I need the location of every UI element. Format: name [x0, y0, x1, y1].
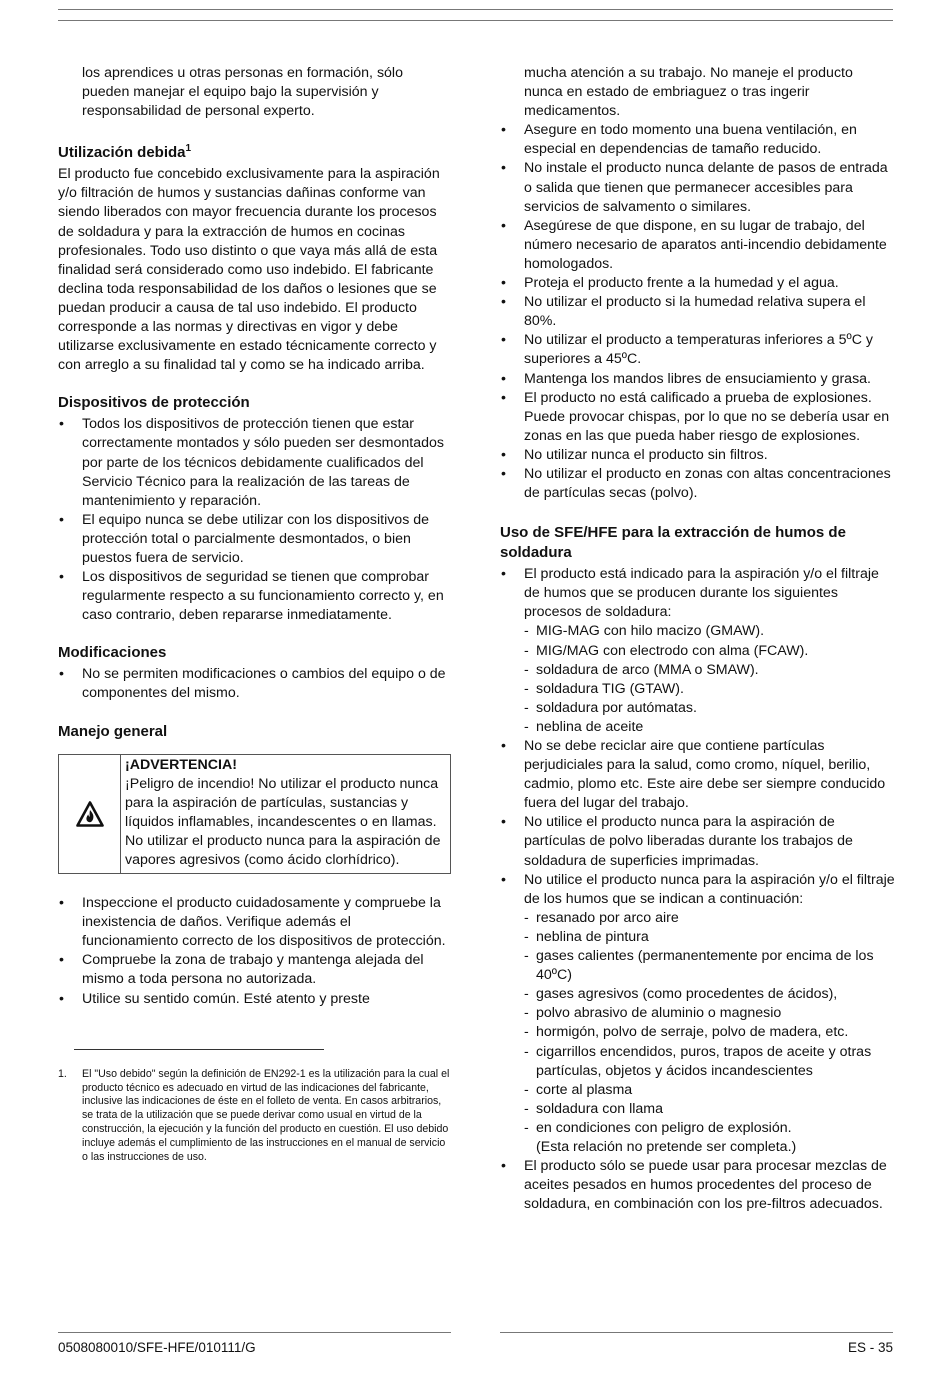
sub-list-item: - MIG/MAG con electrodo con alma (FCAW). — [524, 642, 895, 661]
warning-text — [121, 755, 450, 874]
page-number: ES - 35 — [847, 1340, 893, 1355]
document-code: 0508080010/SFE-HFE/010111/G — [58, 1340, 256, 1355]
list-item: • El producto sólo se puede usar para procesar mezclas de aceites pesados en humos procedentes del proceso de soldadura, en combinación con los pre-filtros adecuados. — [500, 1157, 895, 1214]
intro-paragraph: los aprendices u otras personas en formación, sólo pueden manejar el equipo bajo la supervisión y responsabilidad de personal experto. — [82, 65, 403, 120]
sfe-item-text: El producto está indicado para la aspiración y/o el filtraje de humos que se producen durante los siguientes procesos de soldadura: — [524, 566, 879, 621]
list-item: • No utilice el producto nunca para la aspiración de partículas de polvo liberadas durante los trabajos de soldadura de superficies imprimadas. — [500, 813, 895, 870]
safety-list — [500, 121, 895, 503]
right-column — [500, 64, 895, 1214]
list-item: • Utilice su sentido común. Esté atento y preste — [58, 990, 451, 1009]
list-item — [500, 565, 895, 737]
list-item: • Mantenga los mandos libres de ensuciamiento y grasa. — [500, 370, 895, 389]
sub-list-item: - soldadura TIG (GTAW). — [524, 680, 895, 699]
manejo-list — [58, 894, 451, 1009]
sub-list-item: - polvo abrasivo de aluminio o magnesio — [524, 1004, 895, 1023]
list-item: • No instale el producto nunca delante de pasos de entrada o salida que tienen que permanecer accesibles para servicios de salvamento o similares. — [500, 159, 895, 216]
warning-title: ¡ADVERTENCIA! — [125, 756, 237, 773]
footnote-number: 1. — [58, 1067, 67, 1080]
header-rule-bottom — [58, 20, 893, 21]
list-item: • El producto no está calificado a prueba de explosiones. Puede provocar chispas, por lo que no se debería usar en zonas en las que pueda haber riesgo de explosiones. — [500, 389, 895, 446]
sub-list-item: - en condiciones con peligro de explosión. — [524, 1119, 895, 1138]
list-item: • No utilizar el producto si la humedad relativa supera el 80%. — [500, 293, 895, 331]
excluded-list — [524, 909, 895, 1138]
warning-body: ¡Peligro de incendio! No utilizar el producto nunca para la aspiración de partículas, sustancias y líquidos inflamables, incandescentes o en llamas. No utilizar el producto nunca para la aspiración de vapores agresivos (como ácido clorhídrico). — [125, 775, 441, 868]
list-item: • Inspeccione el producto cuidadosamente y compruebe la inexistencia de daños. Verifique además el funcionamiento correcto de los dispositivos de protección. — [58, 894, 451, 951]
process-list — [524, 622, 895, 737]
footer-rule-left — [58, 1332, 451, 1333]
list-item: • No se permiten modificaciones o cambios del equipo o de componentes del mismo. — [58, 665, 451, 703]
sub-list-item: - soldadura con llama — [524, 1100, 895, 1119]
sub-list-item: - soldadura por autómatas. — [524, 699, 895, 718]
sub-list-item: - soldadura de arco (MMA o SMAW). — [524, 661, 895, 680]
sub-list-item: - gases calientes (permanentemente por encima de los 40ºC) — [524, 947, 895, 985]
header-rule-top — [58, 9, 893, 10]
warning-box — [58, 754, 451, 875]
continued-paragraph: mucha atención a su trabajo. No maneje el producto nunca en estado de embriaguez o tras ingerir medicamentos. — [524, 65, 853, 120]
section-title-manejo: Manejo general — [58, 722, 168, 740]
list-item: • No utilizar nunca el producto sin filtros. — [500, 446, 895, 465]
list-item: • Los dispositivos de seguridad se tienen que comprobar regularmente respecto a su funcionamiento correcto y, en caso contrario, deben repararse inmediatamente. — [58, 568, 451, 625]
list-item: • No utilizar el producto en zonas con altas concentraciones de partículas secas (polvo). — [500, 465, 895, 503]
list-note: (Esta relación no pretende ser completa.) — [536, 1138, 797, 1155]
footnote-rule — [74, 1049, 324, 1050]
modificaciones-list — [58, 665, 451, 703]
section-title-sfe: Uso de SFE/HFE para la extracción de humos de soldadura — [500, 524, 846, 562]
dispositivos-list — [58, 415, 451, 625]
list-item: • Todos los dispositivos de protección tienen que estar correctamente montados y sólo pueden ser desmontados por parte de los técnicos debidamente cualificados del Servicio Técnico para la realización de las tareas de mantenimiento y reparación. — [58, 415, 451, 510]
sfe-item-text: No utilice el producto nunca para la aspiración y/o el filtraje de los humos que se indican a continuación: — [524, 871, 895, 907]
footnote-ref: 1 — [185, 143, 192, 155]
footer-rule-right — [500, 1332, 893, 1333]
section-title-utilizacion: Utilización debida$^1$ — [58, 143, 192, 162]
section-title-dispositivos: Dispositivos de protección — [58, 394, 250, 412]
list-item: • Compruebe la zona de trabajo y mantenga alejada del mismo a toda persona no autorizada. — [58, 951, 451, 989]
sub-list-item: - MIG-MAG con hilo macizo (GMAW). — [524, 622, 895, 641]
sub-list-item: - cigarrillos encendidos, puros, trapos de aceite y otras partículas, objetos y ácidos incandescientes — [524, 1043, 895, 1081]
sub-list-item: - resanado por arco aire — [524, 909, 895, 928]
list-item: • Asegure en todo momento una buena ventilación, en especial en dependencias de tamaño reducido. — [500, 121, 895, 159]
sfe-list — [500, 565, 895, 1214]
list-item: • No utilizar el producto a temperaturas inferiores a 5ºC y superiores a 45ºC. — [500, 331, 895, 369]
list-item: • Asegúrese de que dispone, en su lugar de trabajo, del número necesario de aparatos anti-incendio debidamente homologados. — [500, 217, 895, 274]
utilizacion-paragraph: El producto fue concebido exclusivamente para la aspiración y/o filtración de humos y sustancias dañinas conforme van siendo liberados con mayor frecuencia durante los procesos de soldadura y para la extracción de humos en cocinas profesionales. Todo uso distinto o que vaya más allá de esta finalidad será considerado como uso indebido. El fabricante declina toda responsabilidad de los daños o lesiones que se puedan producir a causa de tal uso indebido. El producto corresponde a las normas y directivas en vigor y debe utilizarse exclusivamente en estado técnicamente correcto y con arreglo a su finalidad tal y como se ha indicado arriba. — [58, 166, 440, 374]
section-title-modificaciones: Modificaciones — [58, 644, 167, 662]
sub-list-item: - corte al plasma — [524, 1081, 895, 1100]
list-item: • No se debe reciclar aire que contiene partículas perjudiciales para la salud, como cromo, níquel, berilio, cadmio, plomo etc. Este aire debe ser siempre conducido fuera del lugar del trabajo. — [500, 737, 895, 813]
sub-list-item: - gases agresivos (como procedentes de ácidos), — [524, 985, 895, 1004]
footnote — [58, 1068, 451, 1165]
fire-warning-icon — [59, 755, 121, 874]
footnote-text: El "Uso debido" según la definición de EN292-1 es la utilización para la cual el producto técnico es adecuado en virtud de las indicaciones del fabricante, inclusive las indicaciones de éste en el folleto de venta. En casos arbitrarios, se trata de la utilización que se puede derivar como usual en virtud de la construcción, la ejecución y la función del producto en cuestión. El uso debido incluye además el cumplimiento de las instrucciones en el manual de servicio o las instrucciones de uso. — [82, 1067, 450, 1164]
left-column — [58, 64, 451, 1165]
sub-list-item: - hormigón, polvo de serraje, polvo de madera, etc. — [524, 1023, 895, 1042]
sub-list-item: - neblina de aceite — [524, 718, 895, 737]
list-item: • El equipo nunca se debe utilizar con los dispositivos de protección total o parcialmente desmontados, o bien puestos fuera de servicio. — [58, 511, 451, 568]
sub-list-item: - neblina de pintura — [524, 928, 895, 947]
list-item: • Proteja el producto frente a la humedad y el agua. — [500, 274, 895, 293]
list-item — [500, 871, 895, 1157]
